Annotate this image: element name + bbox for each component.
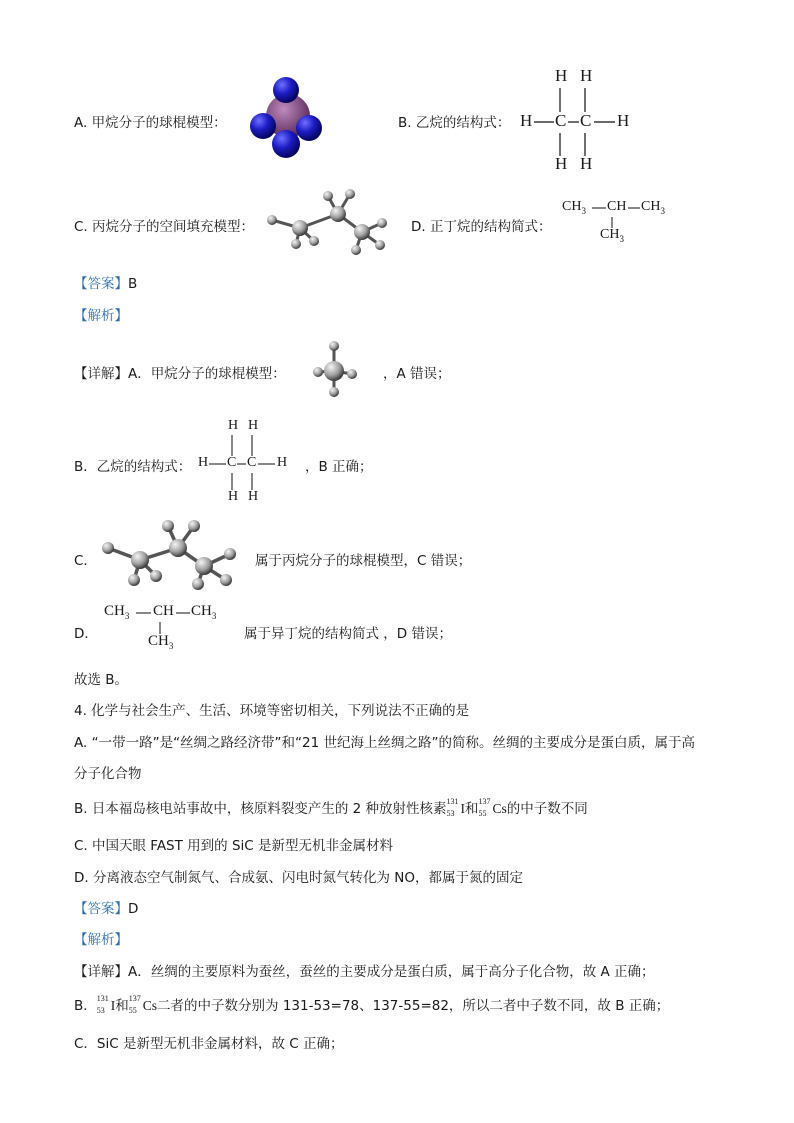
cesium-137-nuclide-detail: 137 55 xyxy=(128,994,141,1015)
q3-detail-a-verdict: ，A 错误； xyxy=(383,366,451,382)
q3-detail-c: C． xyxy=(74,553,97,569)
q4-detail-b: B． 131 53 I和 137 55 Cs二者的中子数分别为 131-53=78、137-55=82，所以二者中子数不同，故 B 正确； xyxy=(74,994,670,1015)
cesium-137-nuclide: 137 55 xyxy=(478,797,491,818)
q4-option-d: D. 分离液态空气制氮气、合成氨、闪电时氮气转化为 NO，都属于氮的固定 xyxy=(74,870,523,886)
q3-detail-a: 【详解】A．甲烷分子的球棍模型： xyxy=(74,366,286,382)
propane-ball-model-image xyxy=(98,518,240,590)
q3-detail-d-verdict: 属于异丁烷的结构简式 ，D 错误； xyxy=(244,626,452,642)
q4-analysis-tag: 【解析】 xyxy=(74,932,128,948)
ethane-bonds xyxy=(520,66,640,176)
q3-detail-c-verdict: 属于丙烷分子的球棍模型，C 错误； xyxy=(255,553,472,569)
iodine-131-nuclide: 131 53 xyxy=(446,797,459,818)
isobutane-bonds xyxy=(562,199,672,247)
option-d-label: D. 正丁烷的结构简式： xyxy=(411,219,552,235)
isobutane-condensed-formula-small: $CH_3$ CH $CH_3$ $CH_3$ xyxy=(104,603,224,653)
q4-option-b: B. 日本福岛核电站事故中，核原料裂变产生的 2 种放射性核素 131 53 I和 137 55 Cs的中子数不同 xyxy=(74,797,588,818)
methane-grey-model-image xyxy=(312,338,362,398)
q3-answer: 【答案】B xyxy=(74,276,138,292)
q4-option-a-line2: 分子化合物 xyxy=(74,766,142,782)
q4-answer: 【答案】D xyxy=(74,901,139,917)
q4-detail-a: 【详解】A．丝绸的主要原料为蚕丝，蚕丝的主要成分是蛋白质，属于高分子化合物，故 A 正确； xyxy=(74,964,655,980)
option-a-label: A. 甲烷分子的球棍模型： xyxy=(74,115,227,131)
iodine-131-nuclide-detail: 131 53 xyxy=(96,994,109,1015)
q3-analysis-tag: 【解析】 xyxy=(74,308,128,324)
methane-ball-model-image xyxy=(246,76,326,162)
ethane-structural-formula-small: H H H C C H H H xyxy=(198,418,298,508)
q3-detail-b-verdict: ，B 正确； xyxy=(305,459,373,475)
q3-detail-b: B．乙烷的结构式： xyxy=(74,459,192,475)
ethane-bonds-small xyxy=(198,418,298,508)
option-b-label: B. 乙烷的结构式： xyxy=(398,115,511,131)
ethane-structural-formula: H H H C C H H H xyxy=(520,66,640,176)
q4-option-a-line1: A. “一带一路”是“丝绸之路经济带”和“21 世纪海上丝绸之路”的简称。丝绸的主要成分是蛋白质，属于高 xyxy=(74,735,696,751)
q3-conclusion: 故选 B。 xyxy=(74,672,129,688)
isobutane-condensed-formula: $CH_3$ CH $CH_3$ $CH_3$ xyxy=(562,199,672,247)
option-c-label: C. 丙烷分子的空间填充模型： xyxy=(74,219,255,235)
isobutane-bonds-small xyxy=(104,603,224,653)
propane-model-image xyxy=(262,188,392,260)
q4-detail-c: C．SiC 是新型无机非金属材料，故 C 正确； xyxy=(74,1036,344,1052)
q4-option-c: C. 中国天眼 FAST 用到的 SiC 是新型无机非金属材料 xyxy=(74,838,393,854)
q3-detail-d: D． xyxy=(74,626,98,642)
q4-stem: 4. 化学与社会生产、生活、环境等密切相关，下列说法不正确的是 xyxy=(74,703,470,719)
